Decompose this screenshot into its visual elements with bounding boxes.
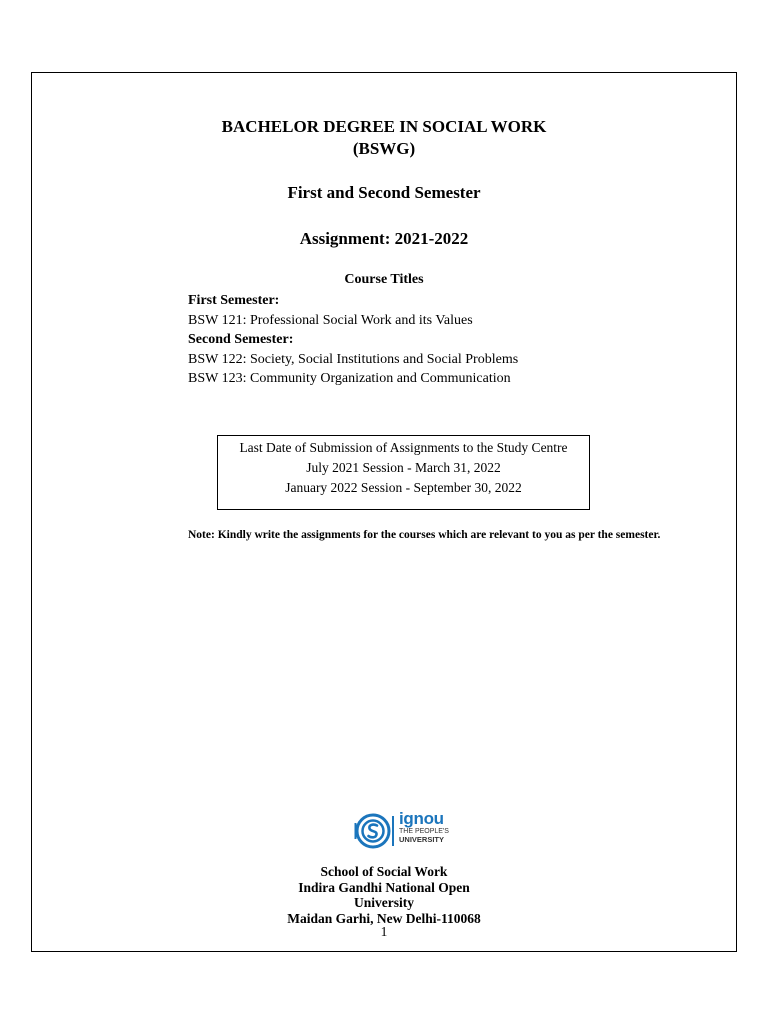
- university-name-cont: University: [354, 895, 414, 910]
- note-text: Note: Kindly write the assignments for the courses which are relevant to you as per the semester.: [188, 529, 661, 541]
- course-list: [188, 291, 518, 389]
- institution-address: [0, 864, 768, 926]
- course-titles-heading: Course Titles: [344, 272, 424, 287]
- course-item: BSW 122: Society, Social Institutions and Social Problems: [188, 351, 519, 367]
- logo-tagline-university: UNIVERSITY: [399, 835, 445, 844]
- submission-july-session: July 2021 Session - March 31, 2022: [306, 460, 501, 475]
- second-semester-label: Second Semester:: [188, 332, 294, 347]
- submission-dates-box: [217, 435, 590, 510]
- logo-tagline: THE PEOPLE'S: [399, 828, 449, 835]
- assignment-heading: Assignment: 2021-2022: [299, 229, 469, 248]
- logo-name: ignou: [399, 809, 444, 828]
- page-number: 1: [380, 924, 388, 939]
- address-line: Maidan Garhi, New Delhi-110068: [287, 910, 481, 926]
- course-item: BSW 121: Professional Social Work and its Values: [188, 312, 473, 328]
- document-subtitle: (BSWG): [352, 139, 416, 158]
- logo-text: [399, 810, 449, 844]
- semester-heading: First and Second Semester: [287, 183, 481, 202]
- document-title: BACHELOR DEGREE IN SOCIAL WORK: [221, 117, 547, 136]
- university-name: Indira Gandhi National Open: [298, 879, 470, 895]
- school-name: School of Social Work: [320, 864, 448, 879]
- first-semester-label: First Semester:: [188, 293, 280, 308]
- submission-january-session: January 2022 Session - September 30, 2022: [285, 480, 522, 495]
- submission-title: Last Date of Submission of Assignments to the Study Centre: [239, 440, 568, 455]
- course-item: BSW 123: Community Organization and Communication: [188, 371, 511, 386]
